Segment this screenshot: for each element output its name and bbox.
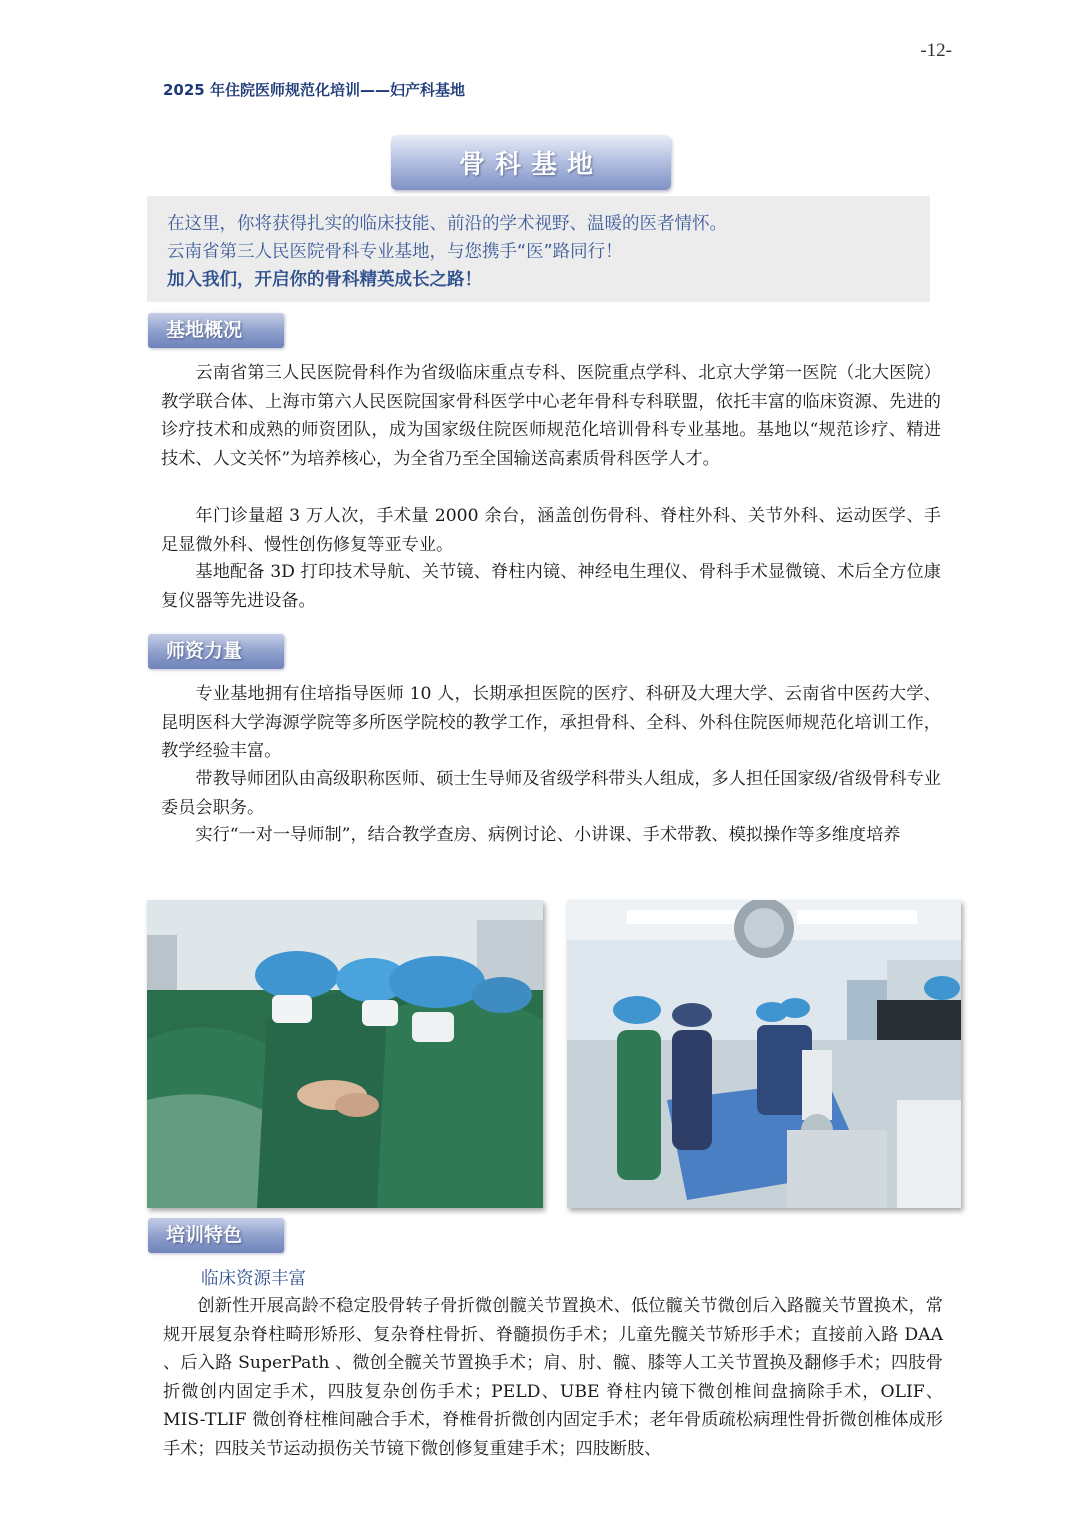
- intro-line-3: 加入我们，开启你的骨科精英成长之路！: [167, 270, 482, 290]
- page-number: -12-: [920, 40, 952, 61]
- section-label-overview: 基地概况: [148, 313, 284, 348]
- faculty-paragraph-2: 带教导师团队由高级职称医师、硕士生导师及省级学科带头人组成，多人担任国家级/省级骨科专业委员会职务。: [161, 769, 941, 818]
- overview-paragraph-2: 年门诊量超 3 万人次，手术量 2000 余台，涵盖创伤骨科、脊柱外科、关节外科、运动医学、手足显微外科、慢性创伤修复等亚专业。: [161, 506, 941, 555]
- operating-room-photo: [567, 900, 961, 1208]
- intro-line-2: 云南省第三人民医院骨科专业基地，与您携手“医”路同行！: [167, 242, 623, 262]
- faculty-paragraph-3: 实行“一对一导师制”，结合教学查房、病例讨论、小讲课、手术带教、模拟操作等多维度培养: [195, 825, 901, 845]
- intro-box: [147, 196, 930, 302]
- overview-paragraph-3: 基地配备 3D 打印技术导航、关节镜、脊柱内镜、神经电生理仪、骨科手术显微镜、术后全方位康复仪器等先进设备。: [161, 562, 941, 611]
- page-title: 骨科基地: [391, 135, 671, 190]
- training-subheading: 临床资源丰富: [201, 1269, 306, 1289]
- training-paragraph: 创新性开展高龄不稳定股骨转子骨折微创髋关节置换术、低位髋关节微创后入路髋关节置换术，常规开展复杂脊柱畸形矫形、复杂脊柱骨折、脊髓损伤手术；儿童先髋关节矫形手术；直接前入路 DAA 、后入路 SuperPath 、微创全髋关节置换手术；肩、肘、髋、膝等人工关节置换及翻修手术；四肢骨折微创内固定手术，四肢复杂创伤手术；PELD、UBE 脊柱内镜下微创椎间盘摘除手术，OLIF、MIS-TLIF 微创脊柱椎间融合手术，脊椎骨折微创内固定手术；老年骨质疏松病理性骨折微创椎体成形手术；四肢关节运动损伤关节镜下微创修复重建手术；四肢断肢、: [163, 1296, 943, 1459]
- overview-paragraph-1: 云南省第三人民医院骨科作为省级临床重点专科、医院重点学科、北京大学第一医院（北大医院）教学联合体、上海市第六人民医院国家骨科医学中心老年骨科专科联盟，依托丰富的临床资源、先进的诊疗技术和成熟的师资团队，成为国家级住院医师规范化培训骨科专业基地。基地以“规范诊疗、精进技术、人文关怀”为培养核心，为全省乃至全国输送高素质骨科医学人才。: [161, 363, 941, 469]
- document-header: 2025 年住院医师规范化培训——妇产科基地: [163, 81, 465, 99]
- surgery-team-photo: [147, 900, 543, 1208]
- intro-line-1: 在这里，你将获得扎实的临床技能、前沿的学术视野、温暖的医者情怀。: [167, 214, 727, 234]
- section-label-faculty: 师资力量: [148, 634, 284, 669]
- faculty-paragraph-1: 专业基地拥有住培指导医师 10 人，长期承担医院的医疗、科研及大理大学、云南省中医药大学、昆明医科大学海源学院等多所医学院校的教学工作，承担骨科、全科、外科住院医师规范化培训工作，教学经验丰富。: [161, 684, 941, 762]
- section-label-training: 培训特色: [148, 1218, 284, 1253]
